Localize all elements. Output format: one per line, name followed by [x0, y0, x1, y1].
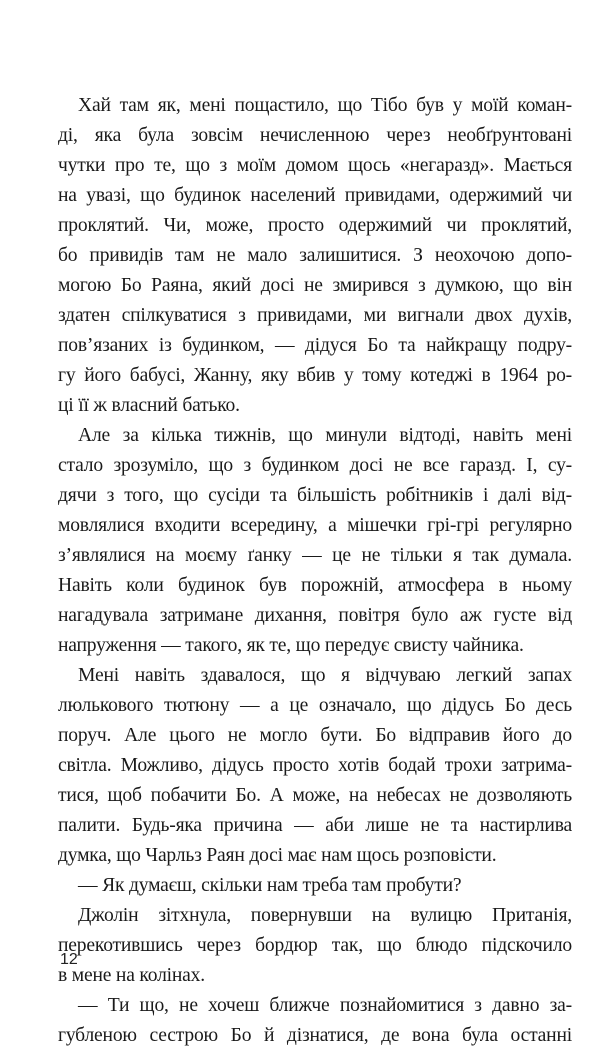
text-line: — Як думаєш, скільки нам треба там пробути? [78, 875, 462, 896]
text-line: Джолін зітхнула, повернувши на вулицю Пританія, [78, 905, 572, 926]
text-line: стало зрозуміло, що з будинком досі не все гаразд. І, су- [58, 455, 572, 476]
text-line: ці її ж власний батько. [58, 395, 240, 416]
text-line: Мені навіть здавалося, що я відчуваю легкий запах [78, 665, 572, 686]
text-line: в мене на колінах. [58, 965, 205, 986]
text-line: люлькового тютюну — а це означало, що дідусь Бо десь [58, 695, 572, 716]
text-line: поруч. Але цього не могло бути. Бо відправив його до [58, 725, 572, 746]
text-line: напруження — такого, як те, що передує свисту чайника. [58, 635, 524, 656]
text-line: губленою сестрою Бо й дізнатися, де вона була останні [58, 1025, 572, 1046]
text-line: палити. Будь-яка причина — аби лише не та настирлива [58, 815, 572, 836]
page-number: 12 [60, 951, 78, 968]
text-line: пов’язаних із будинком, — дідуся Бо та найкращу подру- [58, 335, 572, 356]
text-line: думка, що Чарльз Раян досі має нам щось розповісти. [58, 845, 497, 866]
text-line: Навіть коли будинок був порожній, атмосфера в ньому [58, 575, 572, 596]
text-line: дячи з того, що сусіди та більшість робітників і далі від- [58, 485, 572, 506]
text-line: мовлялися входити всередину, а мішечки грі-грі регулярно [58, 515, 572, 536]
text-line: здатен спілкуватися з привидами, ми вигнали двох духів, [58, 305, 572, 326]
text-line: на увазі, що будинок населений привидами, одержимий чи [58, 185, 572, 206]
text-line: бо привидів там не мало залишитися. З неохочою допо- [58, 245, 572, 266]
text-line: ді, яка була зовсім нечисленною через необґрунтовані [58, 125, 572, 146]
text-line: Хай там як, мені пощастило, що Тібо був у моїй коман- [78, 95, 572, 116]
text-line: — Ти що, не хочеш ближче познайомитися з давно за- [78, 995, 572, 1016]
text-line: перекотившись через бордюр так, що блюдо підскочило [58, 935, 572, 956]
text-line: тися, щоб побачити Бо. А може, на небесах не дозволяють [58, 785, 572, 806]
text-line: нагадувала затримане дихання, повітря було аж густе від [58, 605, 572, 626]
text-line: гу його бабусі, Жанну, яку вбив у тому котеджі в 1964 ро- [58, 365, 572, 386]
body-text [58, 91, 572, 1051]
text-line: з’являлися на моєму ґанку — це не тільки я так думала. [58, 545, 572, 566]
text-line: Але за кілька тижнів, що минули відтоді, навіть мені [78, 425, 572, 446]
text-line: чутки про те, що з моїм домом щось «негаразд». Мається [58, 155, 572, 176]
text-line: світла. Можливо, дідусь просто хотів бодай трохи затрима- [58, 755, 572, 776]
text-line: проклятий. Чи, може, просто одержимий чи проклятий, [58, 215, 572, 236]
text-line: могою Бо Раяна, який досі не змирився з думкою, що він [58, 275, 572, 296]
